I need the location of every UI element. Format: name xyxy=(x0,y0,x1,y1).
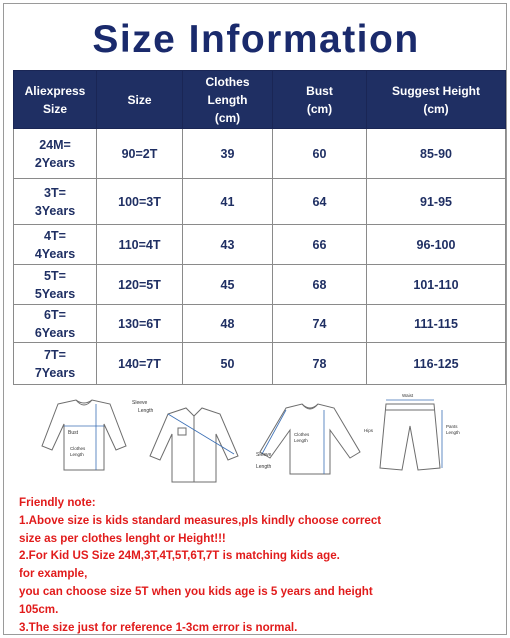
note-line: for example, xyxy=(19,567,88,581)
cell-bust: 66 xyxy=(273,225,367,265)
cell-suggest-height: 101-110 xyxy=(367,265,506,305)
header-suggest-height: Suggest Height (cm) xyxy=(367,71,506,129)
waist-label: Waist xyxy=(402,393,414,398)
clothes-length-label: Clothes xyxy=(70,446,86,451)
friendly-note xyxy=(19,494,507,636)
table-header-row xyxy=(14,71,506,129)
header-size: Size xyxy=(97,71,183,129)
note-line: 2.For Kid US Size 24M,3T,4T,5T,6T,7T is matching kids age. xyxy=(19,549,340,563)
cell-aliexpress-size: 7T= 7Years xyxy=(14,343,97,385)
cell-clothes-length: 43 xyxy=(183,225,273,265)
cell-size: 90=2T xyxy=(97,129,183,179)
pants-length-label: Pants xyxy=(446,424,458,429)
bust-label: Bust xyxy=(68,430,79,436)
table-row xyxy=(14,179,506,225)
cell-clothes-length: 48 xyxy=(183,305,273,343)
size-table xyxy=(13,70,506,385)
note-line: size as per clothes lenght or Height!!! xyxy=(19,531,226,545)
cell-suggest-height: 116-125 xyxy=(367,343,506,385)
header-aliexpress-size: Aliexpress Size xyxy=(14,71,97,129)
cell-size: 130=6T xyxy=(97,305,183,343)
table-row xyxy=(14,129,506,179)
cell-bust: 68 xyxy=(273,265,367,305)
cell-suggest-height: 111-115 xyxy=(367,305,506,343)
cell-suggest-height: 91-95 xyxy=(367,179,506,225)
cell-bust: 74 xyxy=(273,305,367,343)
note-line: 3.The size just for reference 1-3cm error is normal. xyxy=(19,620,298,634)
cell-aliexpress-size: 4T= 4Years xyxy=(14,225,97,265)
measurement-diagram xyxy=(18,390,498,488)
pants-icon xyxy=(380,404,440,470)
shirt-icon xyxy=(150,408,238,482)
clothes-length-label: Length xyxy=(70,452,84,457)
cell-aliexpress-size: 6T= 6Years xyxy=(14,305,97,343)
sleeve-label-2: Length xyxy=(256,464,272,470)
cell-clothes-length: 45 xyxy=(183,265,273,305)
cell-size: 110=4T xyxy=(97,225,183,265)
cell-aliexpress-size: 5T= 5Years xyxy=(14,265,97,305)
sleeve-label: Sleeve xyxy=(132,400,148,406)
raglan-top-icon xyxy=(260,404,360,474)
table-row xyxy=(14,265,506,305)
cell-clothes-length: 41 xyxy=(183,179,273,225)
sweater-front-icon xyxy=(42,400,126,470)
header-clothes-length: Clothes Length (cm) xyxy=(183,71,273,129)
table-row xyxy=(14,343,506,385)
cell-bust: 64 xyxy=(273,179,367,225)
cell-size: 120=5T xyxy=(97,265,183,305)
header-bust: Bust (cm) xyxy=(273,71,367,129)
cell-size: 140=7T xyxy=(97,343,183,385)
cell-suggest-height: 96-100 xyxy=(367,225,506,265)
cell-aliexpress-size: 3T= 3Years xyxy=(14,179,97,225)
cell-bust: 60 xyxy=(273,129,367,179)
cell-clothes-length: 50 xyxy=(183,343,273,385)
table-row xyxy=(14,305,506,343)
clothes-length-label-2: Clothes xyxy=(294,432,310,437)
note-line: you can choose size 5T when you kids age is 5 years and height xyxy=(19,584,373,598)
cell-clothes-length: 39 xyxy=(183,129,273,179)
note-line: Friendly note: xyxy=(19,496,96,509)
cell-suggest-height: 85-90 xyxy=(367,129,506,179)
cell-bust: 78 xyxy=(273,343,367,385)
sleeve-label: Length xyxy=(138,408,154,414)
note-line: 1.Above size is kids standard measures,pls kindly choose correct xyxy=(19,513,382,527)
cell-aliexpress-size: 24M= 2Years xyxy=(14,129,97,179)
clothes-length-label-2: Length xyxy=(294,438,308,443)
size-chart-frame xyxy=(3,3,507,635)
table-row xyxy=(14,225,506,265)
page-title: Size Information xyxy=(92,18,420,61)
sleeve-label-2: Sleeve xyxy=(256,452,272,458)
note-line: 105cm. xyxy=(19,602,59,616)
cell-size: 100=3T xyxy=(97,179,183,225)
pants-length-label: Length xyxy=(446,430,460,435)
hips-label: Hips xyxy=(364,428,374,433)
